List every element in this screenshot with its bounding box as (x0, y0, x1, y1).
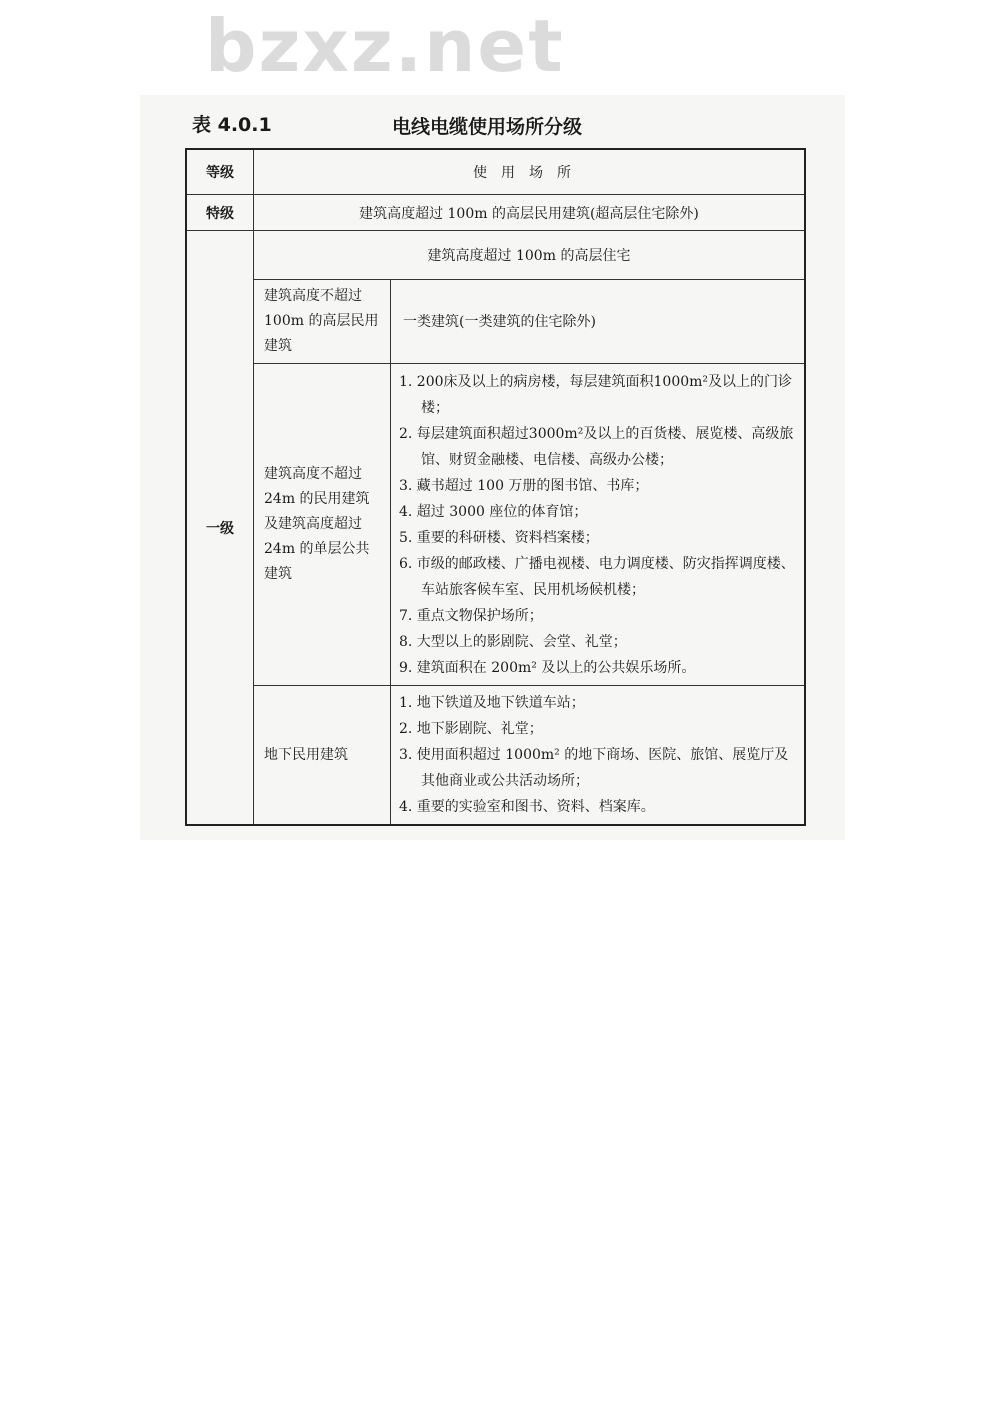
category-cell: 建筑高度不超过 100m 的高层民用建筑 (254, 280, 391, 364)
items-cell (391, 280, 806, 364)
list-item: 8. 大型以上的影剧院、会堂、礼堂； (399, 633, 627, 650)
watermark: bzxz.net (205, 4, 565, 88)
first-residential-row (186, 231, 805, 280)
list-item: 2. 每层建筑面积超过3000m²及以上的百货楼、展览楼、高级旅馆、财贸金融楼、电信楼、高级办公楼； (399, 425, 794, 468)
header-grade: 等级 (186, 149, 254, 195)
list-item: 6. 市级的邮政楼、广播电视楼、电力调度楼、防灾指挥调度楼、车站旅客候车室、民用机场候机楼； (399, 555, 795, 598)
items-cell (391, 686, 806, 826)
category-cell: 建筑高度不超过 24m 的民用建筑及建筑高度超过 24m 的单层公共建筑 (254, 364, 391, 686)
table-row (186, 686, 805, 826)
residential-place: 建筑高度超过 100m 的高层住宅 (254, 231, 806, 280)
table-row (186, 280, 805, 364)
header-row (186, 149, 805, 195)
grade-first: 一级 (186, 231, 254, 826)
list-item: 3. 使用面积超过 1000m² 的地下商场、医院、旅馆、展览厅及其他商业或公共活动场所； (399, 747, 789, 789)
list-item: 9. 建筑面积在 200m² 及以上的公共娱乐场所。 (399, 659, 696, 676)
list-item: 一类建筑(一类建筑的住宅除外) (403, 313, 596, 330)
list-item: 1. 200床及以上的病房楼，每层建筑面积1000m²及以上的门诊楼； (399, 373, 793, 416)
list-item: 7. 重点文物保护场所； (399, 607, 543, 624)
category-cell: 地下民用建筑 (254, 686, 391, 826)
classification-table (185, 148, 806, 826)
special-place: 建筑高度超过 100m 的高层民用建筑(超高层住宅除外) (254, 195, 806, 231)
list-item: 2. 地下影剧院、礼堂； (399, 721, 543, 737)
list-item: 5. 重要的科研楼、资料档案楼； (399, 529, 599, 546)
list-item: 1. 地下铁道及地下铁道车站； (399, 695, 585, 711)
list-item: 3. 藏书超过 100 万册的图书馆、书库； (399, 477, 649, 494)
list-item: 4. 超过 3000 座位的体育馆； (399, 503, 588, 520)
table-row (186, 364, 805, 686)
special-row (186, 195, 805, 231)
table-title: 电线电缆使用场所分级 (392, 116, 583, 138)
table-caption (192, 110, 812, 140)
table-number: 表 4.0.1 (192, 114, 272, 136)
header-place: 使用场所 (254, 149, 806, 195)
items-cell (391, 364, 806, 686)
list-item: 4. 重要的实验室和图书、资料、档案库。 (399, 799, 655, 815)
grade-special: 特级 (186, 195, 254, 231)
